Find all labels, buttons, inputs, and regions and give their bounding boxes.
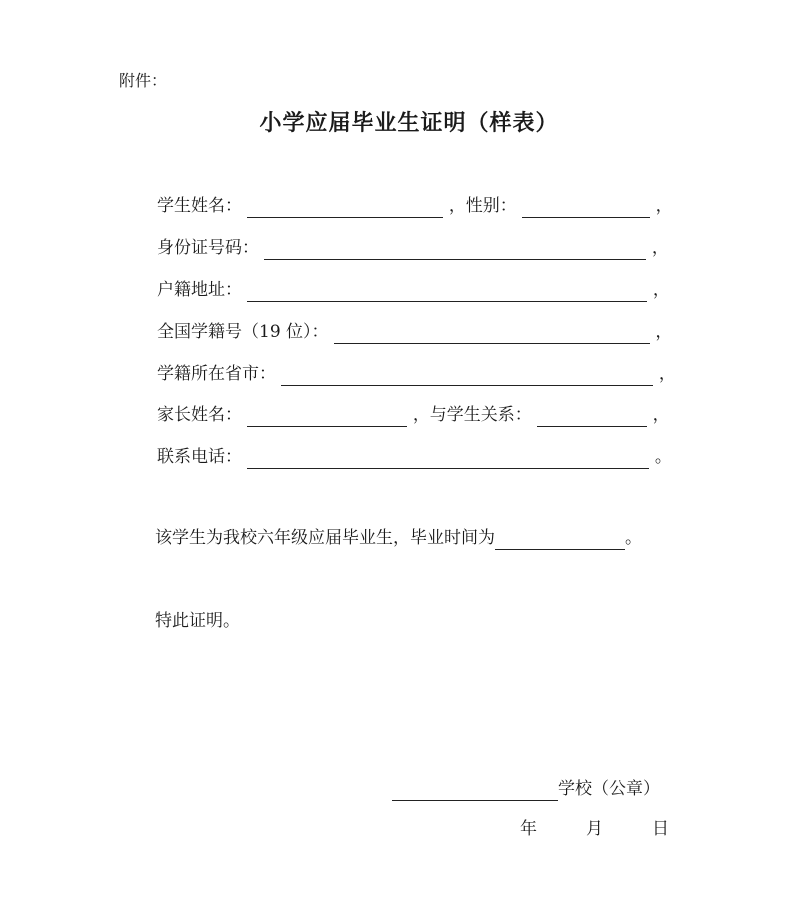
gender-label: ，性别： <box>448 196 517 216</box>
graduation-statement <box>155 526 642 550</box>
parent-name-row <box>157 403 670 427</box>
row-end-period: 。 <box>654 447 672 467</box>
id-number-row <box>157 236 669 260</box>
row-end-comma: ， <box>651 238 669 258</box>
parent-name-label: 家长姓名： <box>157 405 242 425</box>
row-end-comma: ， <box>652 280 670 300</box>
closing-text: 特此证明。 <box>155 611 240 631</box>
graduation-statement-end: 。 <box>625 528 642 548</box>
student-status-location-blank[interactable] <box>281 365 653 386</box>
phone-blank[interactable] <box>247 448 649 469</box>
household-address-blank[interactable] <box>247 281 647 302</box>
date-year: 年 <box>520 819 537 839</box>
id-number-label: 身份证号码： <box>157 238 259 258</box>
student-status-location-label: 学籍所在省市： <box>157 364 276 384</box>
national-student-id-blank[interactable] <box>334 323 650 344</box>
school-seal-label: 学校（公章） <box>558 779 660 799</box>
relation-label: ，与学生关系： <box>412 405 532 425</box>
page-title: 小学应届毕业生证明（样表） <box>259 111 559 136</box>
school-seal-line <box>392 777 660 801</box>
row-end-comma: ， <box>658 364 676 384</box>
student-name-blank[interactable] <box>247 197 443 218</box>
national-student-id-label: 全国学籍号（19 位）： <box>157 322 329 342</box>
household-address-label: 户籍地址： <box>157 280 242 300</box>
phone-label: 联系电话： <box>157 447 242 467</box>
date-month: 月 <box>586 819 603 839</box>
student-name-label: 学生姓名： <box>157 196 242 216</box>
attachment-label: 附件： <box>119 71 168 90</box>
row-end-comma: ， <box>655 196 673 216</box>
graduation-statement-text: 该学生为我校六年级应届毕业生，毕业时间为 <box>155 528 495 548</box>
date-day: 日 <box>652 819 669 839</box>
parent-name-blank[interactable] <box>247 406 407 427</box>
gender-blank[interactable] <box>522 197 650 218</box>
student-status-location-row <box>157 362 676 386</box>
school-name-blank[interactable] <box>392 780 558 801</box>
graduation-time-blank[interactable] <box>495 529 625 550</box>
household-address-row <box>157 278 670 302</box>
row-end-comma: ， <box>652 405 670 425</box>
national-student-id-row <box>157 320 672 344</box>
phone-row <box>157 445 672 469</box>
id-number-blank[interactable] <box>264 239 646 260</box>
row-end-comma: ， <box>655 322 673 342</box>
student-name-row <box>157 194 673 218</box>
relation-blank[interactable] <box>537 406 647 427</box>
